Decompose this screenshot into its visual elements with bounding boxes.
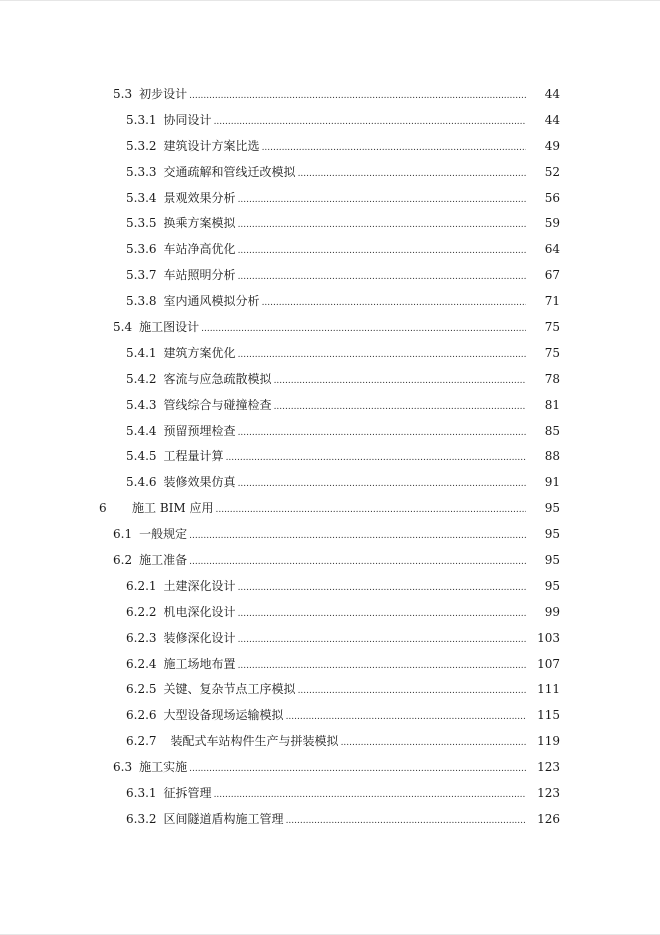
toc-entry[interactable] — [0, 341, 660, 367]
toc-entry[interactable] — [0, 522, 660, 548]
toc-entry-page-number: 126 — [537, 811, 560, 826]
dot-leader — [286, 705, 526, 731]
toc-entry[interactable] — [0, 186, 660, 212]
toc-entry-title: 交通疏解和管线迁改模拟 — [163, 164, 296, 179]
toc-entry-page-number: 75 — [544, 345, 560, 360]
toc-entry-page-number: 95 — [544, 578, 560, 593]
toc-entry-number: 5.3.8 — [126, 294, 157, 309]
toc-entry-page-number: 88 — [544, 449, 560, 464]
toc-entry-title: 机电深化设计 — [163, 604, 236, 619]
toc-entry-title: 征拆管理 — [163, 786, 212, 801]
toc-entry-page-number: 95 — [544, 527, 560, 542]
toc-entry-number: 5.4.3 — [126, 397, 157, 412]
toc-entry-number: 5.3.7 — [126, 268, 157, 283]
dot-leader — [238, 343, 526, 369]
dot-leader — [238, 576, 526, 602]
toc-entry[interactable] — [0, 574, 660, 600]
toc-entry[interactable] — [0, 496, 660, 522]
toc-entry-number: 6.3.1 — [126, 786, 157, 801]
dot-leader — [238, 472, 526, 498]
toc-entry-number: 5.4.5 — [126, 449, 157, 464]
toc-entry[interactable] — [0, 160, 660, 186]
toc-entry-page-number: 81 — [544, 397, 560, 412]
toc-entry[interactable] — [0, 729, 660, 755]
toc-entry-page-number: 64 — [544, 242, 560, 257]
toc-entry-number: 6.2.1 — [126, 578, 157, 593]
toc-entry-number: 6.2.7 — [126, 734, 157, 749]
toc-entry-title: 施工准备 — [139, 553, 188, 568]
toc-entry-page-number: 123 — [537, 760, 560, 775]
toc-entry[interactable] — [0, 807, 660, 833]
toc-entry-page-number: 59 — [544, 216, 560, 231]
toc-entry-number: 5.4 — [113, 320, 133, 335]
toc-entry[interactable] — [0, 781, 660, 807]
toc-entry-title: 施工 BIM 应用 — [132, 501, 214, 516]
toc-entry-number: 5.3.3 — [126, 164, 157, 179]
dot-leader — [274, 369, 526, 395]
dot-leader — [238, 265, 526, 291]
toc-entry-page-number: 52 — [544, 164, 560, 179]
toc-entry-title: 施工图设计 — [139, 320, 200, 335]
toc-entry[interactable] — [0, 548, 660, 574]
dot-leader — [274, 395, 526, 421]
dot-leader — [214, 110, 526, 136]
toc-entry-number: 5.4.4 — [126, 423, 157, 438]
dot-leader — [286, 809, 526, 835]
dot-leader — [215, 498, 526, 524]
toc-entry-title: 区间隧道盾构施工管理 — [163, 811, 284, 826]
toc-entry-number: 5.3.1 — [126, 112, 157, 127]
toc-entry-number: 5.4.1 — [126, 345, 157, 360]
dot-leader — [189, 84, 526, 110]
toc-entry-number: 6.2.3 — [126, 630, 157, 645]
dot-leader — [238, 213, 526, 239]
toc-entry-page-number: 123 — [537, 786, 560, 801]
toc-entry[interactable] — [0, 393, 660, 419]
toc-entry-number: 5.3.4 — [126, 190, 157, 205]
toc-entry[interactable] — [0, 444, 660, 470]
toc-entry[interactable] — [0, 263, 660, 289]
toc-entry-page-number: 119 — [537, 734, 560, 749]
toc-entry-page-number: 44 — [544, 87, 560, 101]
toc-entry[interactable] — [0, 367, 660, 393]
toc-entry[interactable] — [0, 470, 660, 496]
toc-entry-number: 6.3.2 — [126, 811, 157, 826]
toc-entry-number: 6.2.6 — [126, 708, 157, 723]
toc-entry-number: 5.3.2 — [126, 138, 157, 153]
toc-entry-title: 施工实施 — [139, 760, 188, 775]
toc-entry-number: 5.3.5 — [126, 216, 157, 231]
toc-entry[interactable] — [0, 626, 660, 652]
toc-entry-number: 6 — [99, 501, 107, 516]
toc-entry-number: 6.3 — [113, 760, 133, 775]
toc-entry[interactable] — [0, 677, 660, 703]
dot-leader — [238, 628, 526, 654]
toc-entry-title: 室内通风模拟分析 — [163, 294, 260, 309]
dot-leader — [238, 421, 526, 447]
toc-entry-page-number: 103 — [537, 630, 560, 645]
toc-entry-title: 建筑方案优化 — [163, 345, 236, 360]
dot-leader — [189, 524, 526, 550]
dot-leader — [238, 654, 526, 680]
toc-entry-page-number: 67 — [544, 268, 560, 283]
toc-entry[interactable] — [0, 134, 660, 160]
toc-entry-number: 6.1 — [113, 527, 133, 542]
toc-entry-page-number: 95 — [544, 501, 560, 516]
toc-entry-page-number: 85 — [544, 423, 560, 438]
toc-entry[interactable] — [0, 237, 660, 263]
toc-entry[interactable] — [0, 289, 660, 315]
toc-entry[interactable] — [0, 315, 660, 341]
toc-entry-title: 景观效果分析 — [163, 190, 236, 205]
toc-entry[interactable] — [0, 652, 660, 678]
toc-entry-number: 6.2 — [113, 553, 133, 568]
toc-entry-number: 6.2.4 — [126, 656, 157, 671]
toc-entry[interactable] — [0, 755, 660, 781]
toc-entry[interactable] — [0, 211, 660, 237]
toc-entry-number: 5.3.6 — [126, 242, 157, 257]
toc-entry-page-number: 95 — [544, 553, 560, 568]
toc-entry-title: 协同设计 — [163, 112, 212, 127]
toc-entry-title: 管线综合与碰撞检查 — [163, 397, 272, 412]
toc-entry-number: 5.3 — [113, 87, 133, 101]
toc-entry-title: 施工场地布置 — [163, 656, 236, 671]
toc-entry[interactable] — [0, 600, 660, 626]
toc-entry-page-number: 111 — [537, 682, 560, 697]
toc-entry-page-number: 75 — [544, 320, 560, 335]
toc-entry[interactable] — [0, 419, 660, 445]
toc-entry-title: 大型设备现场运输模拟 — [163, 708, 284, 723]
dot-leader — [262, 291, 526, 317]
toc-entry-title: 车站照明分析 — [163, 268, 236, 283]
dot-leader — [201, 317, 526, 343]
dot-leader — [262, 136, 526, 162]
dot-leader — [238, 602, 526, 628]
dot-leader — [298, 679, 526, 705]
toc-entry-title: 装配式车站构件生产与拼装模拟 — [170, 734, 339, 749]
toc-entry[interactable] — [0, 82, 660, 108]
toc-entry-title: 建筑设计方案比选 — [163, 138, 260, 153]
dot-leader — [238, 239, 526, 265]
toc-entry[interactable] — [0, 703, 660, 729]
toc-entry-title: 装修效果仿真 — [163, 475, 236, 490]
dot-leader — [226, 446, 526, 472]
dot-leader — [341, 731, 526, 757]
toc-entry-title: 客流与应急疏散模拟 — [163, 371, 272, 386]
toc-entry-number: 5.4.6 — [126, 475, 157, 490]
dot-leader — [214, 783, 526, 809]
toc-entry-page-number: 78 — [544, 371, 560, 386]
dot-leader — [238, 188, 526, 214]
toc-entry-page-number: 56 — [544, 190, 560, 205]
dot-leader — [298, 162, 526, 188]
toc-entry-number: 6.2.2 — [126, 604, 157, 619]
toc-entry-title: 车站净高优化 — [163, 242, 236, 257]
toc-entry-title: 预留预埋检查 — [163, 423, 236, 438]
dot-leader — [189, 550, 526, 576]
toc-entry-page-number: 49 — [544, 138, 560, 153]
toc-entry-page-number: 107 — [537, 656, 560, 671]
toc-entry-title: 工程量计算 — [163, 449, 224, 464]
toc-entry[interactable] — [0, 108, 660, 134]
dot-leader — [189, 757, 526, 783]
toc-entry-title: 一般规定 — [139, 527, 188, 542]
toc-entry-title: 土建深化设计 — [163, 578, 236, 593]
toc-entry-title: 换乘方案模拟 — [163, 216, 236, 231]
toc-entry-number: 6.2.5 — [126, 682, 157, 697]
toc-entry-page-number: 91 — [544, 475, 560, 490]
toc-entry-title: 初步设计 — [139, 87, 188, 101]
toc-entry-number: 5.4.2 — [126, 371, 157, 386]
toc-entry-title: 关键、复杂节点工序模拟 — [163, 682, 296, 697]
table-of-contents — [0, 82, 660, 833]
toc-entry-page-number: 99 — [544, 604, 560, 619]
toc-entry-page-number: 44 — [544, 112, 560, 127]
toc-entry-page-number: 115 — [537, 708, 560, 723]
toc-entry-title: 装修深化设计 — [163, 630, 236, 645]
toc-entry-page-number: 71 — [544, 294, 560, 309]
